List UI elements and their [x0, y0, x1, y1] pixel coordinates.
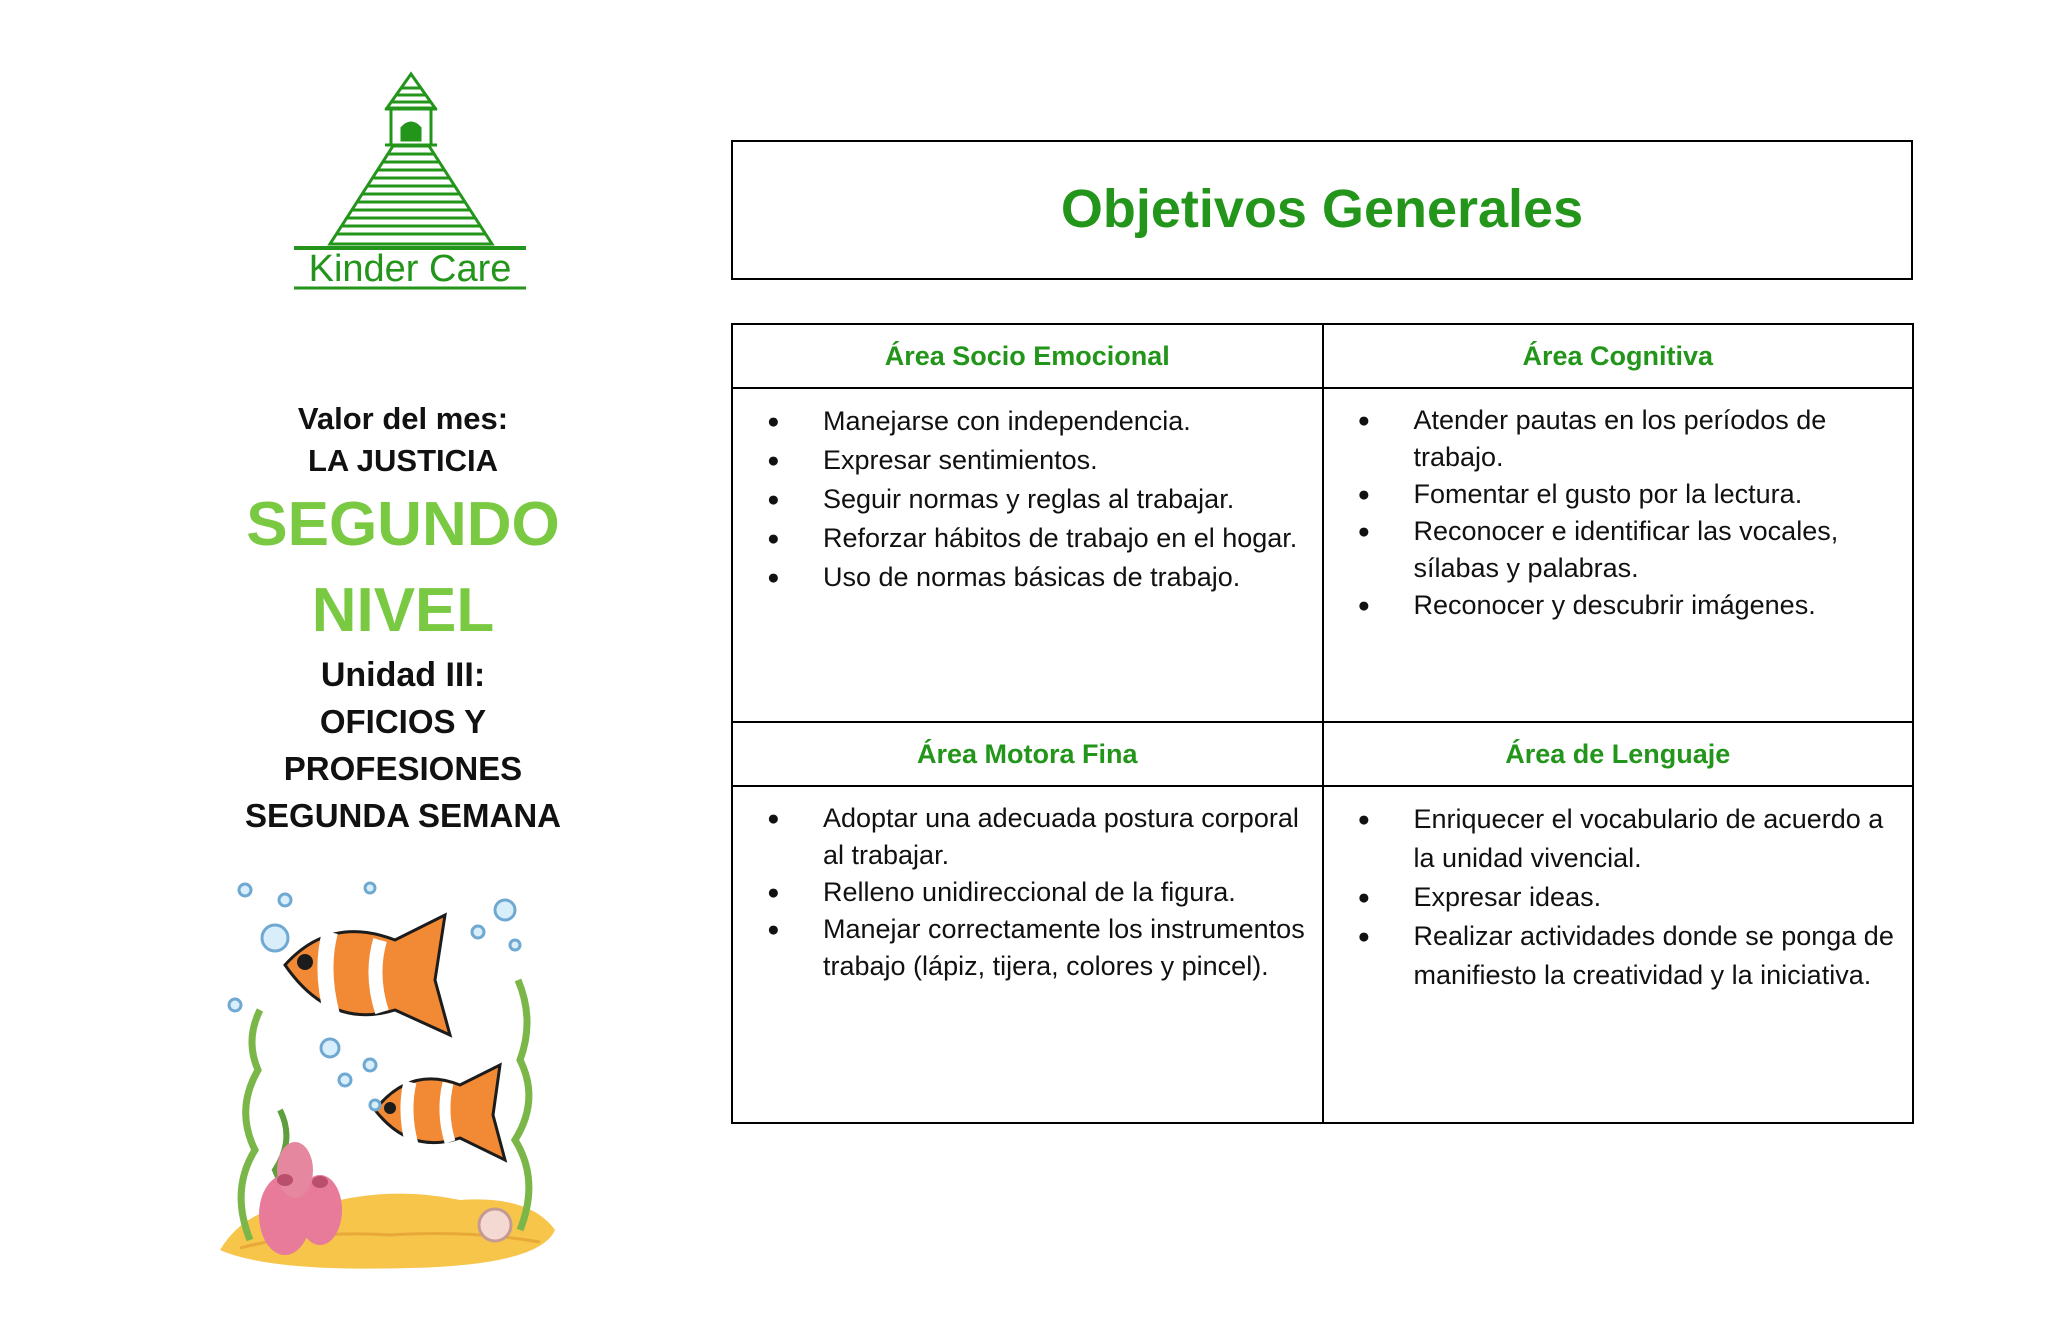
objective-item: ● Reconocer y descubrir imágenes. — [1414, 587, 1901, 624]
clownfish-aquarium-icon — [210, 870, 562, 1274]
unit-label: Unidad III: — [320, 656, 486, 694]
objective-list — [1324, 787, 1913, 995]
table-header-row — [732, 324, 1913, 388]
area-cell — [1323, 786, 1914, 1123]
objective-item: ● Adoptar una adecuada postura corporal al trabajar. — [823, 800, 1310, 874]
table-row — [732, 388, 1913, 722]
level-line-1: SEGUNDO — [246, 490, 560, 559]
kinder-care-logo — [290, 68, 530, 293]
unit-theme-line-1: OFICIOS Y — [319, 703, 487, 740]
objective-item: ● Atender pautas en los períodos de trabajo. — [1414, 402, 1901, 476]
page-title: Objetivos Generales — [1060, 179, 1584, 239]
table-row — [732, 786, 1913, 1123]
level-title — [195, 482, 611, 654]
title-box — [731, 140, 1913, 280]
unit-theme — [195, 698, 611, 792]
area-cell — [732, 786, 1323, 1123]
logo-text: Kinder Care — [308, 248, 512, 290]
unit-theme-line-2: PROFESIONES — [283, 750, 523, 787]
table-header-row — [732, 722, 1913, 786]
objective-item: ● Relleno unidireccional de la figura. — [823, 874, 1310, 911]
objective-item: ● Manejarse con independencia. — [823, 402, 1310, 441]
objective-item: ● Manejar correctamente los instrumentos trabajo (lápiz, tijera, colores y pincel). — [823, 911, 1310, 985]
week-label: SEGUNDA SEMANA — [245, 797, 561, 834]
objective-item: ● Expresar ideas. — [1414, 878, 1901, 917]
area-heading: Área Motora Fina — [732, 722, 1323, 786]
objective-item: ● Fomentar el gusto por la lectura. — [1414, 476, 1901, 513]
valor-value: LA JUSTICIA — [307, 443, 499, 478]
objective-item: ● Enriquecer el vocabulario de acuerdo a la unidad vivencial. — [1414, 800, 1901, 878]
area-heading: Área Cognitiva — [1323, 324, 1914, 388]
objective-list — [733, 787, 1322, 985]
objective-list — [733, 389, 1322, 597]
objectives-table — [731, 323, 1914, 1124]
area-heading: Área Socio Emocional — [732, 324, 1323, 388]
objective-item: ● Reconocer e identificar las vocales, sílabas y palabras. — [1414, 513, 1901, 587]
area-heading: Área de Lenguaje — [1323, 722, 1914, 786]
clownfish-illustration — [210, 870, 562, 1274]
valor-label: Valor del mes: — [297, 401, 509, 436]
objective-item: ● Realizar actividades donde se ponga de manifiesto la creatividad y la iniciativa. — [1414, 917, 1901, 995]
objective-item: ● Uso de normas básicas de trabajo. — [823, 558, 1310, 597]
area-cell — [732, 388, 1323, 722]
level-line-2: NIVEL — [311, 576, 495, 645]
objective-item: ● Seguir normas y reglas al trabajar. — [823, 480, 1310, 519]
objective-list — [1324, 389, 1913, 624]
objective-item: ● Reforzar hábitos de trabajo en el hogar. — [823, 519, 1310, 558]
objective-item: ● Expresar sentimientos. — [823, 441, 1310, 480]
area-cell — [1323, 388, 1914, 722]
bell-tower-logo-icon — [290, 68, 530, 293]
